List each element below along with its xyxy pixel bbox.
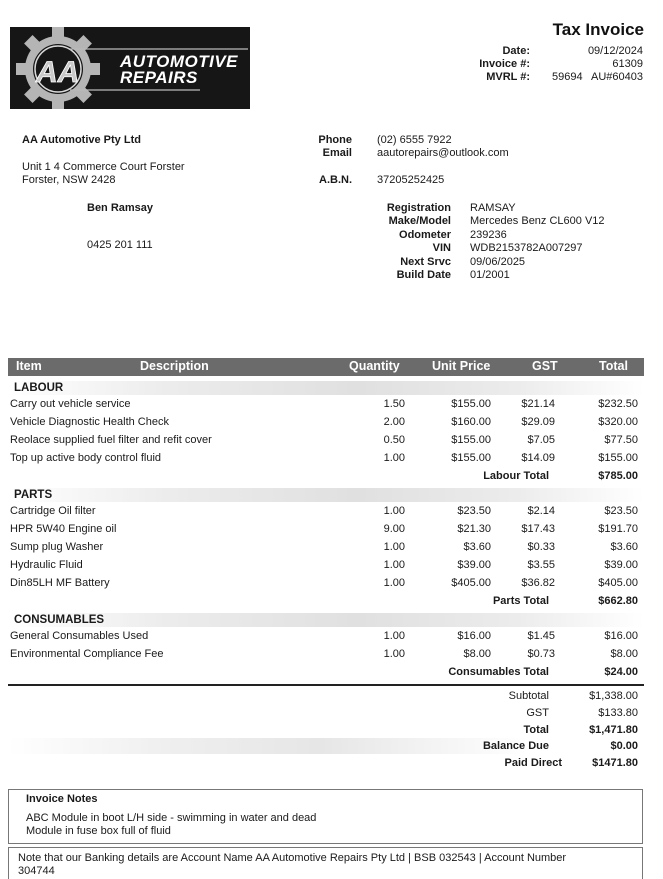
phone-value: (02) 6555 7922 — [377, 134, 452, 146]
company-logo — [10, 27, 250, 109]
row-quantity: 1.00 — [383, 505, 405, 517]
banking-details-line2: 304744 — [18, 865, 55, 877]
row-gst: $7.05 — [527, 434, 555, 446]
section-title-labour: LABOUR — [14, 382, 64, 394]
summary-value: $1471.80 — [592, 757, 638, 769]
row-total: $191.70 — [598, 523, 638, 535]
abn-value: 37205252425 — [377, 174, 445, 186]
company-address-line2: Forster, NSW 2428 — [22, 174, 116, 186]
row-quantity: 1.00 — [383, 630, 405, 642]
summary-label: Total — [523, 724, 549, 736]
section-band — [8, 488, 644, 502]
row-total: $232.50 — [598, 398, 638, 410]
company-address-line1: Unit 1 4 Commerce Court Forster — [22, 161, 185, 173]
vehicle-field-next-service — [340, 256, 660, 269]
table-row — [0, 630, 663, 648]
au-number-value: AU#60403 — [591, 71, 643, 83]
row-description: Top up active body control fluid — [10, 452, 162, 464]
row-gst: $0.33 — [527, 541, 555, 553]
row-quantity: 1.00 — [383, 559, 405, 571]
row-unit-price: $155.00 — [451, 452, 491, 464]
vehicle-field-value: 09/06/2025 — [470, 255, 526, 268]
mvrl-value: 59694 — [552, 71, 583, 83]
invoice-notes-box — [8, 789, 643, 844]
vehicle-field-value: RAMSAY — [470, 202, 516, 214]
email-value[interactable]: aautorepairs@outlook.com — [377, 147, 509, 159]
table-row — [0, 398, 663, 416]
row-total: $77.50 — [604, 434, 638, 446]
document-title: Tax Invoice — [552, 20, 644, 39]
company-name: AA Automotive Pty Ltd — [22, 134, 141, 146]
row-quantity: 9.00 — [383, 523, 405, 535]
phone-label: Phone — [318, 134, 352, 146]
column-header-unit-price: Unit Price — [432, 359, 491, 373]
table-row — [0, 434, 663, 452]
row-gst: $3.55 — [527, 559, 555, 571]
row-quantity: 0.50 — [383, 434, 405, 446]
vehicle-field-label: Build Date — [396, 268, 451, 281]
row-gst: $1.45 — [527, 630, 555, 642]
summary-value: $1,471.80 — [589, 724, 638, 736]
date-label: Date: — [502, 45, 530, 57]
section-title-parts: PARTS — [14, 489, 53, 501]
row-gst: $36.82 — [521, 577, 555, 589]
vehicle-field-value: 239236 — [470, 228, 507, 241]
row-description: Sump plug Washer — [10, 541, 104, 553]
summary-value: $1,338.00 — [589, 690, 638, 702]
vehicle-field-label: Make/Model — [388, 215, 451, 228]
row-description: Vehicle Diagnostic Health Check — [10, 416, 169, 428]
table-row — [0, 541, 663, 559]
logo-text-line2: REPAIRS — [120, 68, 198, 87]
section-total-label: Parts Total — [492, 595, 549, 607]
row-unit-price: $405.00 — [451, 577, 491, 589]
row-unit-price: $8.00 — [463, 648, 491, 660]
vehicle-field-label: VIN — [432, 242, 451, 255]
summary-value: $0.00 — [610, 740, 638, 752]
column-header-gst: GST — [532, 359, 558, 373]
date-value: 09/12/2024 — [587, 45, 643, 57]
vehicle-field-label: Odometer — [399, 228, 451, 241]
column-header-total: Total — [599, 359, 628, 373]
vehicle-field-registration — [340, 202, 660, 215]
row-total: $3.60 — [610, 541, 638, 553]
vehicle-field-label: Next Srvc — [400, 255, 451, 268]
vehicle-field-vin — [340, 242, 660, 255]
section-total-label: Labour Total — [483, 470, 549, 482]
logo-text-line1: AUTOMOTIVE — [120, 52, 239, 71]
row-description: Cartridge Oil filter — [10, 505, 96, 517]
row-unit-price: $23.50 — [457, 505, 491, 517]
row-total: $23.50 — [604, 505, 638, 517]
row-description: Hydraulic Fluid — [10, 559, 83, 571]
section-total-value: $24.00 — [604, 666, 638, 678]
invoice-notes-line2: Module in fuse box full of fluid — [26, 825, 171, 837]
row-quantity: 1.00 — [383, 648, 405, 660]
summary-row-balance-due — [0, 740, 663, 758]
vehicle-field-value: Mercedes Benz CL600 V12 — [470, 215, 605, 228]
row-quantity: 1.50 — [383, 398, 405, 410]
section-total-row-labour — [0, 470, 663, 488]
row-unit-price: $16.00 — [457, 630, 491, 642]
row-description: Environmental Compliance Fee — [10, 648, 164, 660]
summary-label: Subtotal — [508, 690, 549, 702]
invoice-notes-title: Invoice Notes — [26, 793, 98, 805]
vehicle-field-build-date — [340, 269, 660, 282]
row-gst: $14.09 — [521, 452, 555, 464]
row-quantity: 2.00 — [383, 416, 405, 428]
vehicle-field-value: WDB2153782A007297 — [470, 242, 583, 255]
table-row — [0, 559, 663, 577]
vehicle-field-label: Registration — [386, 202, 451, 214]
row-description: Reolace supplied fuel filter and refit cover — [10, 434, 212, 446]
table-row — [0, 416, 663, 434]
table-row — [0, 523, 663, 541]
mvrl-label: MVRL #: — [486, 71, 530, 83]
vehicle-field-odometer — [340, 229, 660, 242]
totals-divider — [8, 684, 644, 686]
invoice-number-label: Invoice #: — [479, 58, 530, 70]
row-unit-price: $39.00 — [457, 559, 491, 571]
row-total: $405.00 — [598, 577, 638, 589]
customer-phone: 0425 201 111 — [87, 239, 153, 251]
summary-label: GST — [526, 707, 549, 719]
row-unit-price: $155.00 — [451, 434, 491, 446]
row-unit-price: $3.60 — [463, 541, 491, 553]
email-label: Email — [322, 147, 352, 159]
column-header-quantity: Quantity — [349, 359, 400, 373]
row-description: HPR 5W40 Engine oil — [10, 523, 117, 535]
row-gst: $29.09 — [521, 416, 555, 428]
row-quantity: 1.00 — [383, 541, 405, 553]
table-header — [8, 358, 644, 376]
section-total-label: Consumables Total — [448, 666, 549, 678]
abn-label: A.B.N. — [319, 174, 352, 186]
row-unit-price: $21.30 — [457, 523, 491, 535]
row-description: Din85LH MF Battery — [10, 577, 110, 589]
section-total-value: $662.80 — [598, 595, 638, 607]
section-band — [8, 381, 644, 395]
invoice-number-value: 61309 — [612, 58, 643, 70]
customer-name: Ben Ramsay — [87, 202, 154, 214]
vehicle-field-value: 01/2001 — [470, 268, 510, 281]
summary-label: Balance Due — [482, 740, 549, 752]
row-quantity: 1.00 — [383, 452, 405, 464]
section-total-row-consumables — [0, 666, 663, 684]
summary-value: $133.80 — [598, 707, 638, 719]
invoice-notes-line1: ABC Module in boot L/H side - swimming in water and dead — [26, 812, 317, 824]
section-total-value: $785.00 — [598, 470, 638, 482]
summary-row-subtotal — [0, 690, 663, 708]
row-description: Carry out vehicle service — [10, 398, 131, 410]
row-total: $39.00 — [604, 559, 638, 571]
logo-initials: AA — [36, 56, 80, 89]
section-total-row-parts — [0, 595, 663, 613]
vehicle-field-make-model — [340, 215, 660, 228]
row-total: $16.00 — [604, 630, 638, 642]
row-gst: $17.43 — [521, 523, 555, 535]
table-row — [0, 577, 663, 595]
row-unit-price: $160.00 — [451, 416, 491, 428]
row-gst: $21.14 — [521, 398, 555, 410]
row-description: General Consumables Used — [10, 630, 149, 642]
summary-row-gst — [0, 707, 663, 725]
section-title-consumables: CONSUMABLES — [14, 614, 105, 626]
table-row — [0, 452, 663, 470]
row-total: $320.00 — [598, 416, 638, 428]
row-total: $8.00 — [610, 648, 638, 660]
row-gst: $2.14 — [527, 505, 555, 517]
row-total: $155.00 — [598, 452, 638, 464]
row-quantity: 1.00 — [383, 577, 405, 589]
row-gst: $0.73 — [527, 648, 555, 660]
banking-details-box — [8, 847, 643, 879]
column-header-description: Description — [140, 359, 209, 373]
row-unit-price: $155.00 — [451, 398, 491, 410]
summary-label: Paid Direct — [504, 757, 562, 769]
banking-details-line1: Note that our Banking details are Account Name AA Automotive Repairs Pty Ltd | BSB 032543 | Account Number — [18, 852, 567, 864]
table-row — [0, 648, 663, 666]
column-header-item: Item — [16, 359, 42, 373]
summary-row-paid-direct — [0, 757, 663, 775]
vehicle-details — [340, 202, 660, 282]
table-row — [0, 505, 663, 523]
